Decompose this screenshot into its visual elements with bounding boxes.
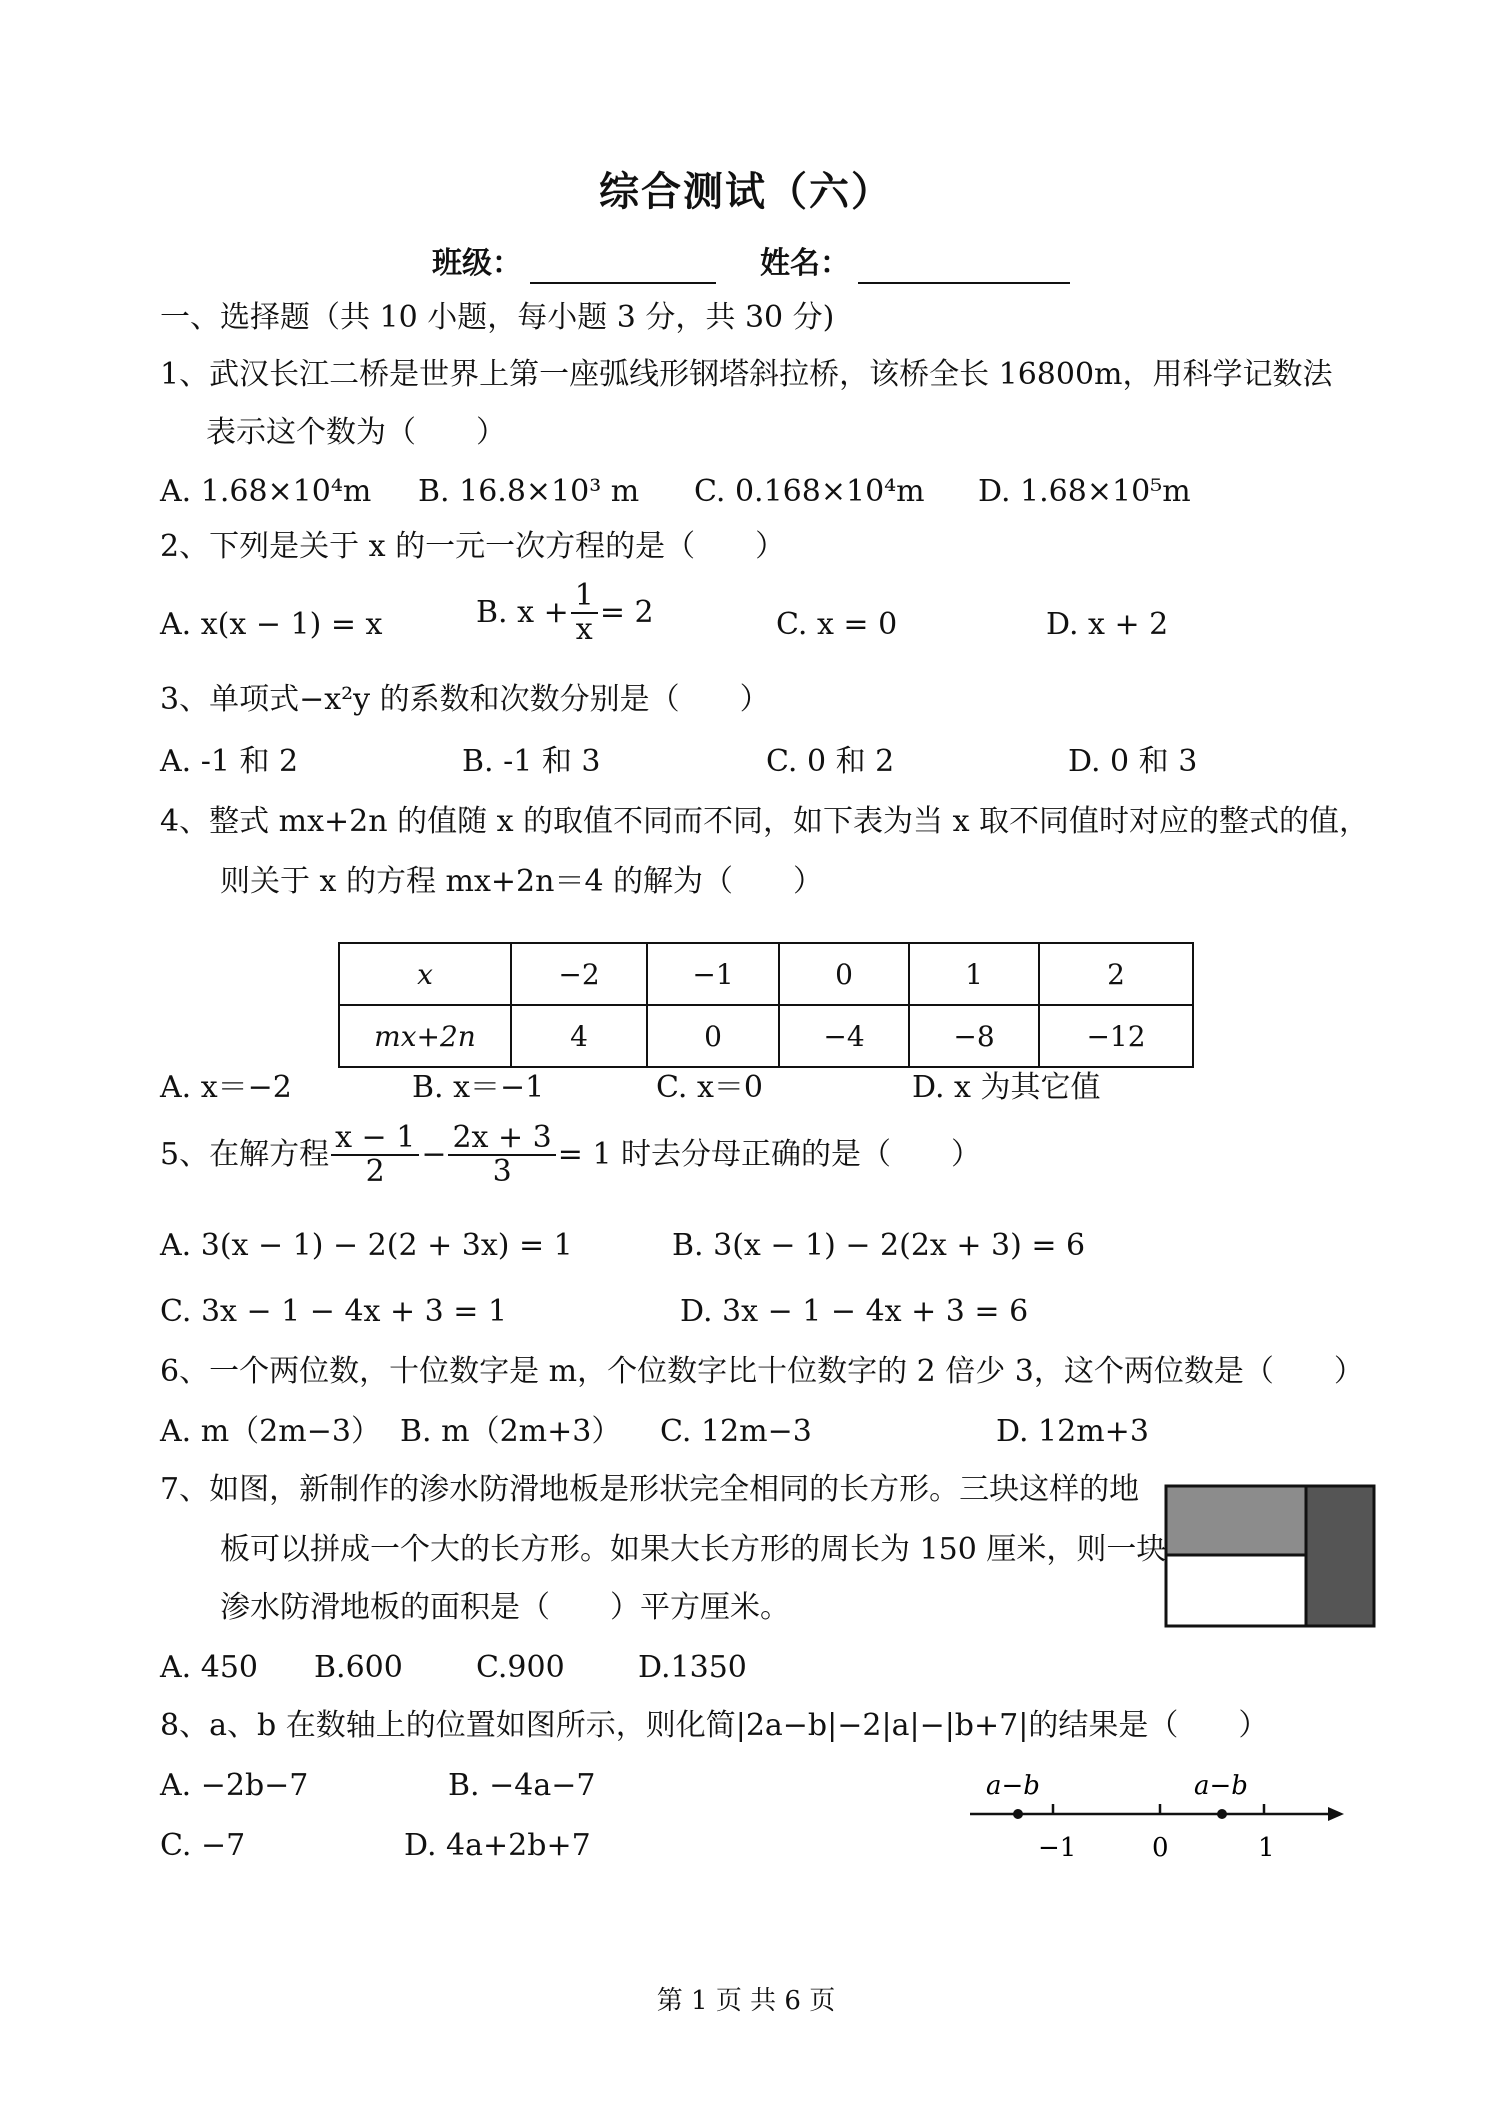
q2-option-b — [476, 580, 654, 646]
q2-b-suffix: = 2 — [599, 595, 654, 630]
q8-option-a: A. −2b−7 — [160, 1768, 309, 1803]
point-left-label: a−b — [986, 1771, 1040, 1801]
table-cell: −4 — [779, 1005, 909, 1067]
q5-option-c: C. 3x − 1 − 4x + 3 = 1 — [160, 1294, 508, 1329]
q5-f2-numerator: 2x + 3 — [448, 1122, 555, 1156]
q4-value-table — [338, 942, 1194, 1068]
q5-f1-numerator: x − 1 — [331, 1122, 419, 1156]
q2-option-a: A. x(x − 1) = x — [160, 607, 383, 642]
q1-option-c: C. 0.168×10⁴m — [694, 474, 925, 509]
q5-fraction-1 — [331, 1122, 419, 1188]
table-row — [339, 1005, 1193, 1067]
q2-stem: 2、下列是关于 x 的一元一次方程的是（ ） — [160, 529, 786, 564]
q3-stem: 3、单项式−x²y 的系数和次数分别是（ ） — [160, 682, 770, 717]
q1-stem-line2: 表示这个数为（ ） — [206, 415, 506, 450]
name-label: 姓名： — [760, 246, 850, 281]
q5-prefix: 5、在解方程 — [160, 1137, 330, 1172]
name-blank — [858, 252, 1070, 284]
q5-fraction-2 — [448, 1122, 555, 1188]
q6-stem: 6、一个两位数，十位数字是 m，个位数字比十位数字的 2 倍少 3，这个两位数是（ ） — [160, 1354, 1364, 1389]
table-cell: 2 — [1039, 943, 1193, 1005]
tick-label: 0 — [1152, 1833, 1169, 1863]
table-cell: −2 — [511, 943, 647, 1005]
q6-option-c: C. 12m−3 — [660, 1414, 812, 1449]
q5-f1-denominator: 2 — [365, 1154, 385, 1189]
table-cell: 0 — [647, 1005, 779, 1067]
q4-option-d: D. x 为其它值 — [912, 1070, 1101, 1105]
point-left — [1013, 1809, 1023, 1819]
q8-option-c: C. −7 — [160, 1828, 246, 1863]
floor-tile-bottom — [1166, 1555, 1306, 1626]
point-right — [1217, 1809, 1227, 1819]
floor-tile-top — [1166, 1486, 1306, 1555]
arrow-icon — [1328, 1807, 1344, 1821]
q1-stem-line1: 1、武汉长江二桥是世界上第一座弧线形钢塔斜拉桥，该桥全长 16800m，用科学记数法 — [160, 357, 1333, 392]
q1-option-a: A. 1.68×10⁴m — [160, 474, 372, 509]
number-line-figure — [960, 1770, 1350, 1880]
q7-stem-line3: 渗水防滑地板的面积是（ ）平方厘米。 — [220, 1590, 790, 1625]
floor-tile-right — [1306, 1486, 1374, 1626]
q3-option-a: A. -1 和 2 — [160, 744, 299, 779]
page-title: 综合测试（六） — [599, 168, 893, 215]
q4-option-b: B. x＝−1 — [412, 1070, 545, 1105]
q7-stem-line2: 板可以拼成一个大的长方形。如果大长方形的周长为 150 厘米，则一块 — [220, 1532, 1167, 1567]
q1-option-b: B. 16.8×10³ m — [418, 474, 640, 509]
q4-option-c: C. x＝0 — [656, 1070, 763, 1105]
q2-option-d: D. x + 2 — [1046, 607, 1169, 642]
q2-b-numerator: 1 — [571, 580, 598, 614]
q2-b-prefix: B. x + — [476, 595, 569, 630]
q2-b-denominator: x — [575, 612, 593, 647]
table-cell: mx+2n — [339, 1005, 511, 1067]
table-row — [339, 943, 1193, 1005]
class-label: 班级： — [432, 246, 522, 281]
q5-option-b: B. 3(x − 1) − 2(2x + 3) = 6 — [672, 1228, 1086, 1263]
q5-option-a: A. 3(x − 1) − 2(2 + 3x) = 1 — [160, 1228, 573, 1263]
q3-option-b: B. -1 和 3 — [462, 744, 601, 779]
q7-option-c: C.900 — [476, 1650, 565, 1685]
name-field — [760, 244, 1070, 284]
table-cell: 4 — [511, 1005, 647, 1067]
q4-stem-line1: 4、整式 mx+2n 的值随 x 的取值不同而不同，如下表为当 x 取不同值时对应的整式的值， — [160, 804, 1370, 839]
q3-option-d: D. 0 和 3 — [1068, 744, 1198, 779]
point-right-label: a−b — [1194, 1771, 1248, 1801]
q7-stem-line1: 7、如图，新制作的渗水防滑地板是形状完全相同的长方形。三块这样的地 — [160, 1472, 1140, 1507]
q6-option-a: A. m（2m−3） — [160, 1414, 381, 1449]
table-cell: 0 — [779, 943, 909, 1005]
q7-option-b: B.600 — [314, 1650, 403, 1685]
q8-stem: 8、a、b 在数轴上的位置如图所示，则化简|2a−b|−2|a|−|b+7|的结果是（ ） — [160, 1708, 1269, 1743]
q7-option-d: D.1350 — [638, 1650, 747, 1685]
q2-option-c: C. x = 0 — [776, 607, 898, 642]
q2-b-fraction — [571, 580, 598, 646]
table-cell: −12 — [1039, 1005, 1193, 1067]
q1-option-d: D. 1.68×10⁵m — [978, 474, 1191, 509]
class-field — [432, 244, 716, 284]
q5-stem — [160, 1122, 981, 1188]
q7-option-a: A. 450 — [160, 1650, 258, 1685]
q5-suffix: = 1 时去分母正确的是（ ） — [557, 1137, 982, 1172]
tick-label: 1 — [1258, 1833, 1275, 1863]
table-cell: x — [339, 943, 511, 1005]
table-cell: −8 — [909, 1005, 1039, 1067]
q3-option-c: C. 0 和 2 — [766, 744, 895, 779]
tick-label: −1 — [1038, 1833, 1077, 1863]
q5-minus: − — [421, 1137, 447, 1172]
section-heading: 一、选择题（共 10 小题，每小题 3 分，共 30 分) — [160, 300, 835, 335]
q8-option-b: B. −4a−7 — [448, 1768, 596, 1803]
class-blank — [530, 252, 716, 284]
q5-option-d: D. 3x − 1 − 4x + 3 = 6 — [680, 1294, 1029, 1329]
table-cell: 1 — [909, 943, 1039, 1005]
q4-option-a: A. x＝−2 — [160, 1070, 292, 1105]
table-cell: −1 — [647, 943, 779, 1005]
page-footer: 第 1 页 共 6 页 — [656, 1986, 836, 2016]
q6-option-d: D. 12m+3 — [996, 1414, 1149, 1449]
floor-tiles-figure — [1164, 1484, 1378, 1630]
q6-option-b: B. m（2m+3） — [400, 1414, 622, 1449]
q5-f2-denominator: 3 — [492, 1154, 512, 1189]
q4-stem-line2: 则关于 x 的方程 mx+2n＝4 的解为（ ） — [220, 864, 824, 899]
q8-option-d: D. 4a+2b+7 — [404, 1828, 591, 1863]
